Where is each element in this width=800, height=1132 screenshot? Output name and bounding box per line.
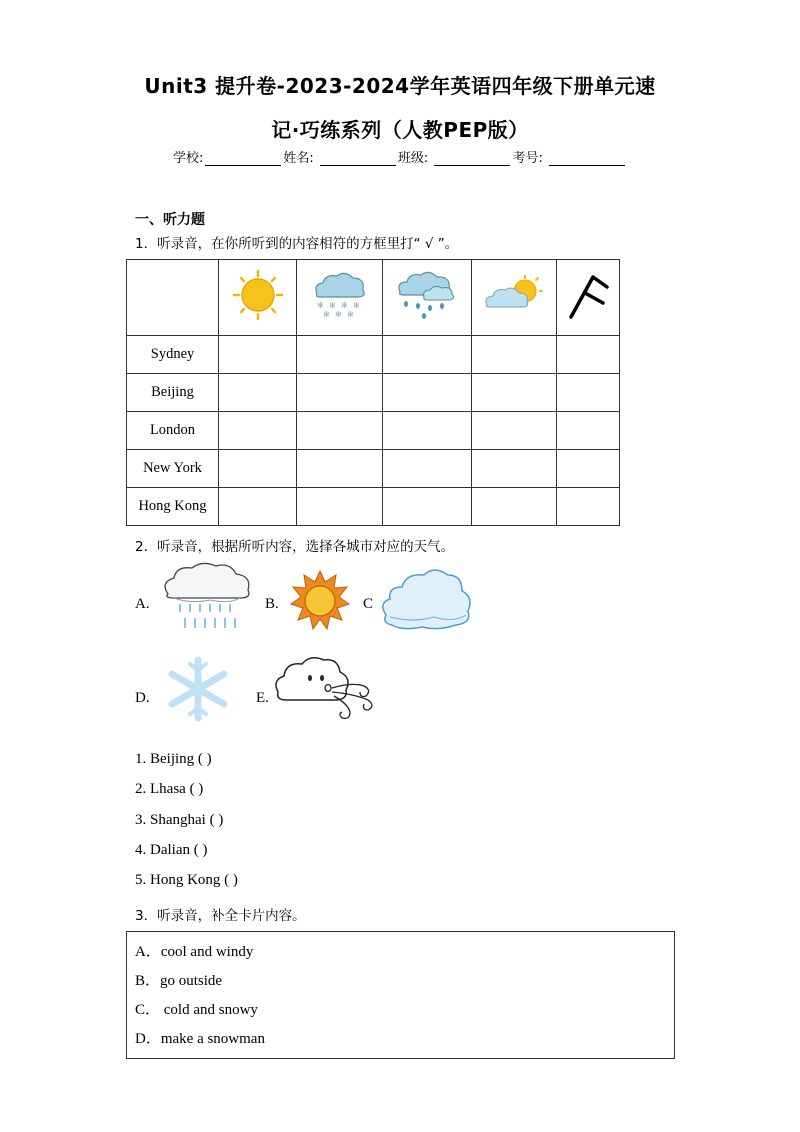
q3-choice-box bbox=[126, 931, 675, 1059]
check-cell[interactable] bbox=[472, 374, 557, 412]
check-cell[interactable] bbox=[557, 336, 620, 374]
check-cell[interactable] bbox=[219, 412, 297, 450]
option-c-label: C bbox=[363, 596, 374, 612]
option-a-label: A. bbox=[135, 596, 150, 612]
name-blank[interactable] bbox=[320, 151, 396, 166]
weather-table bbox=[126, 259, 620, 526]
check-cell[interactable] bbox=[383, 336, 472, 374]
q2-item-4: 4. Dalian ( ) bbox=[135, 842, 208, 858]
option-e-label: E. bbox=[256, 690, 269, 706]
question-2-prompt: 2．听录音，根据所听内容，选择各城市对应的天气。 bbox=[135, 539, 455, 555]
sun-icon bbox=[290, 570, 350, 636]
check-cell[interactable] bbox=[557, 374, 620, 412]
cloud-icon bbox=[378, 567, 473, 636]
check-cell[interactable] bbox=[472, 336, 557, 374]
q2-item-2: 2. Lhasa ( ) bbox=[135, 781, 204, 797]
check-cell[interactable] bbox=[297, 336, 383, 374]
q2-item-1: 1. Beijing ( ) bbox=[135, 751, 212, 767]
svg-text:✻: ✻ bbox=[334, 310, 342, 319]
svg-text:✻: ✻ bbox=[346, 310, 354, 319]
city-label: Sydney bbox=[127, 336, 219, 374]
svg-text:✻: ✻ bbox=[316, 301, 324, 310]
check-cell[interactable] bbox=[383, 374, 472, 412]
school-blank[interactable] bbox=[205, 151, 281, 166]
class-label: 班级: bbox=[397, 151, 429, 166]
svg-text:✻: ✻ bbox=[352, 301, 360, 310]
rainy-icon bbox=[383, 260, 472, 336]
wind-cloud-icon bbox=[272, 654, 384, 730]
question-1-prompt: 1．听录音，在你所听到的内容相符的方框里打“ √ ”。 bbox=[135, 236, 459, 252]
check-cell[interactable] bbox=[219, 374, 297, 412]
check-cell[interactable] bbox=[297, 412, 383, 450]
check-cell[interactable] bbox=[297, 374, 383, 412]
svg-text:✻: ✻ bbox=[328, 301, 336, 310]
check-cell[interactable] bbox=[557, 450, 620, 488]
option-b-label: B. bbox=[265, 596, 279, 612]
city-label: Beijing bbox=[127, 374, 219, 412]
q3-choice-a: A．cool and windy bbox=[135, 944, 254, 960]
partly-cloudy-icon bbox=[472, 260, 557, 336]
check-cell[interactable] bbox=[557, 412, 620, 450]
q3-choice-d: D．make a snowman bbox=[135, 1031, 265, 1047]
snowflake-icon bbox=[162, 656, 234, 726]
name-label: 姓名: bbox=[283, 151, 314, 166]
rain-cloud-icon bbox=[160, 560, 255, 639]
number-blank[interactable] bbox=[549, 151, 625, 166]
check-cell[interactable] bbox=[383, 488, 472, 526]
check-cell[interactable] bbox=[297, 488, 383, 526]
number-label: 考号: bbox=[512, 151, 543, 166]
check-cell[interactable] bbox=[383, 412, 472, 450]
check-cell[interactable] bbox=[383, 450, 472, 488]
question-3-prompt: 3．听录音，补全卡片内容。 bbox=[135, 908, 306, 924]
check-cell[interactable] bbox=[219, 336, 297, 374]
q2-item-3: 3. Shanghai ( ) bbox=[135, 812, 224, 828]
city-label: New York bbox=[127, 450, 219, 488]
option-d-label: D. bbox=[135, 690, 150, 706]
page-title-line2: 记·巧练系列（人教PEP版） bbox=[271, 118, 529, 142]
table-corner-cell bbox=[127, 260, 219, 336]
sunny-icon bbox=[219, 260, 297, 336]
page-title-line1: Unit3 提升卷-2023-2024学年英语四年级下册单元速 bbox=[144, 74, 656, 98]
school-label: 学校: bbox=[173, 151, 204, 166]
city-label: London bbox=[127, 412, 219, 450]
check-cell[interactable] bbox=[557, 488, 620, 526]
section-heading: 一、听力题 bbox=[135, 212, 205, 228]
svg-text:✻: ✻ bbox=[322, 310, 330, 319]
check-cell[interactable] bbox=[219, 488, 297, 526]
snowy-icon bbox=[297, 260, 383, 336]
check-cell[interactable] bbox=[472, 450, 557, 488]
svg-text:✻: ✻ bbox=[340, 301, 348, 310]
student-info-line bbox=[0, 147, 800, 166]
windy-icon bbox=[557, 260, 620, 336]
check-cell[interactable] bbox=[472, 488, 557, 526]
q2-item-5: 5. Hong Kong ( ) bbox=[135, 872, 238, 888]
class-blank[interactable] bbox=[434, 151, 510, 166]
check-cell[interactable] bbox=[472, 412, 557, 450]
q3-choice-b: B．go outside bbox=[135, 973, 223, 989]
city-label: Hong Kong bbox=[127, 488, 219, 526]
check-cell[interactable] bbox=[219, 450, 297, 488]
check-cell[interactable] bbox=[297, 450, 383, 488]
q3-choice-c: C． cold and snowy bbox=[135, 1002, 258, 1018]
